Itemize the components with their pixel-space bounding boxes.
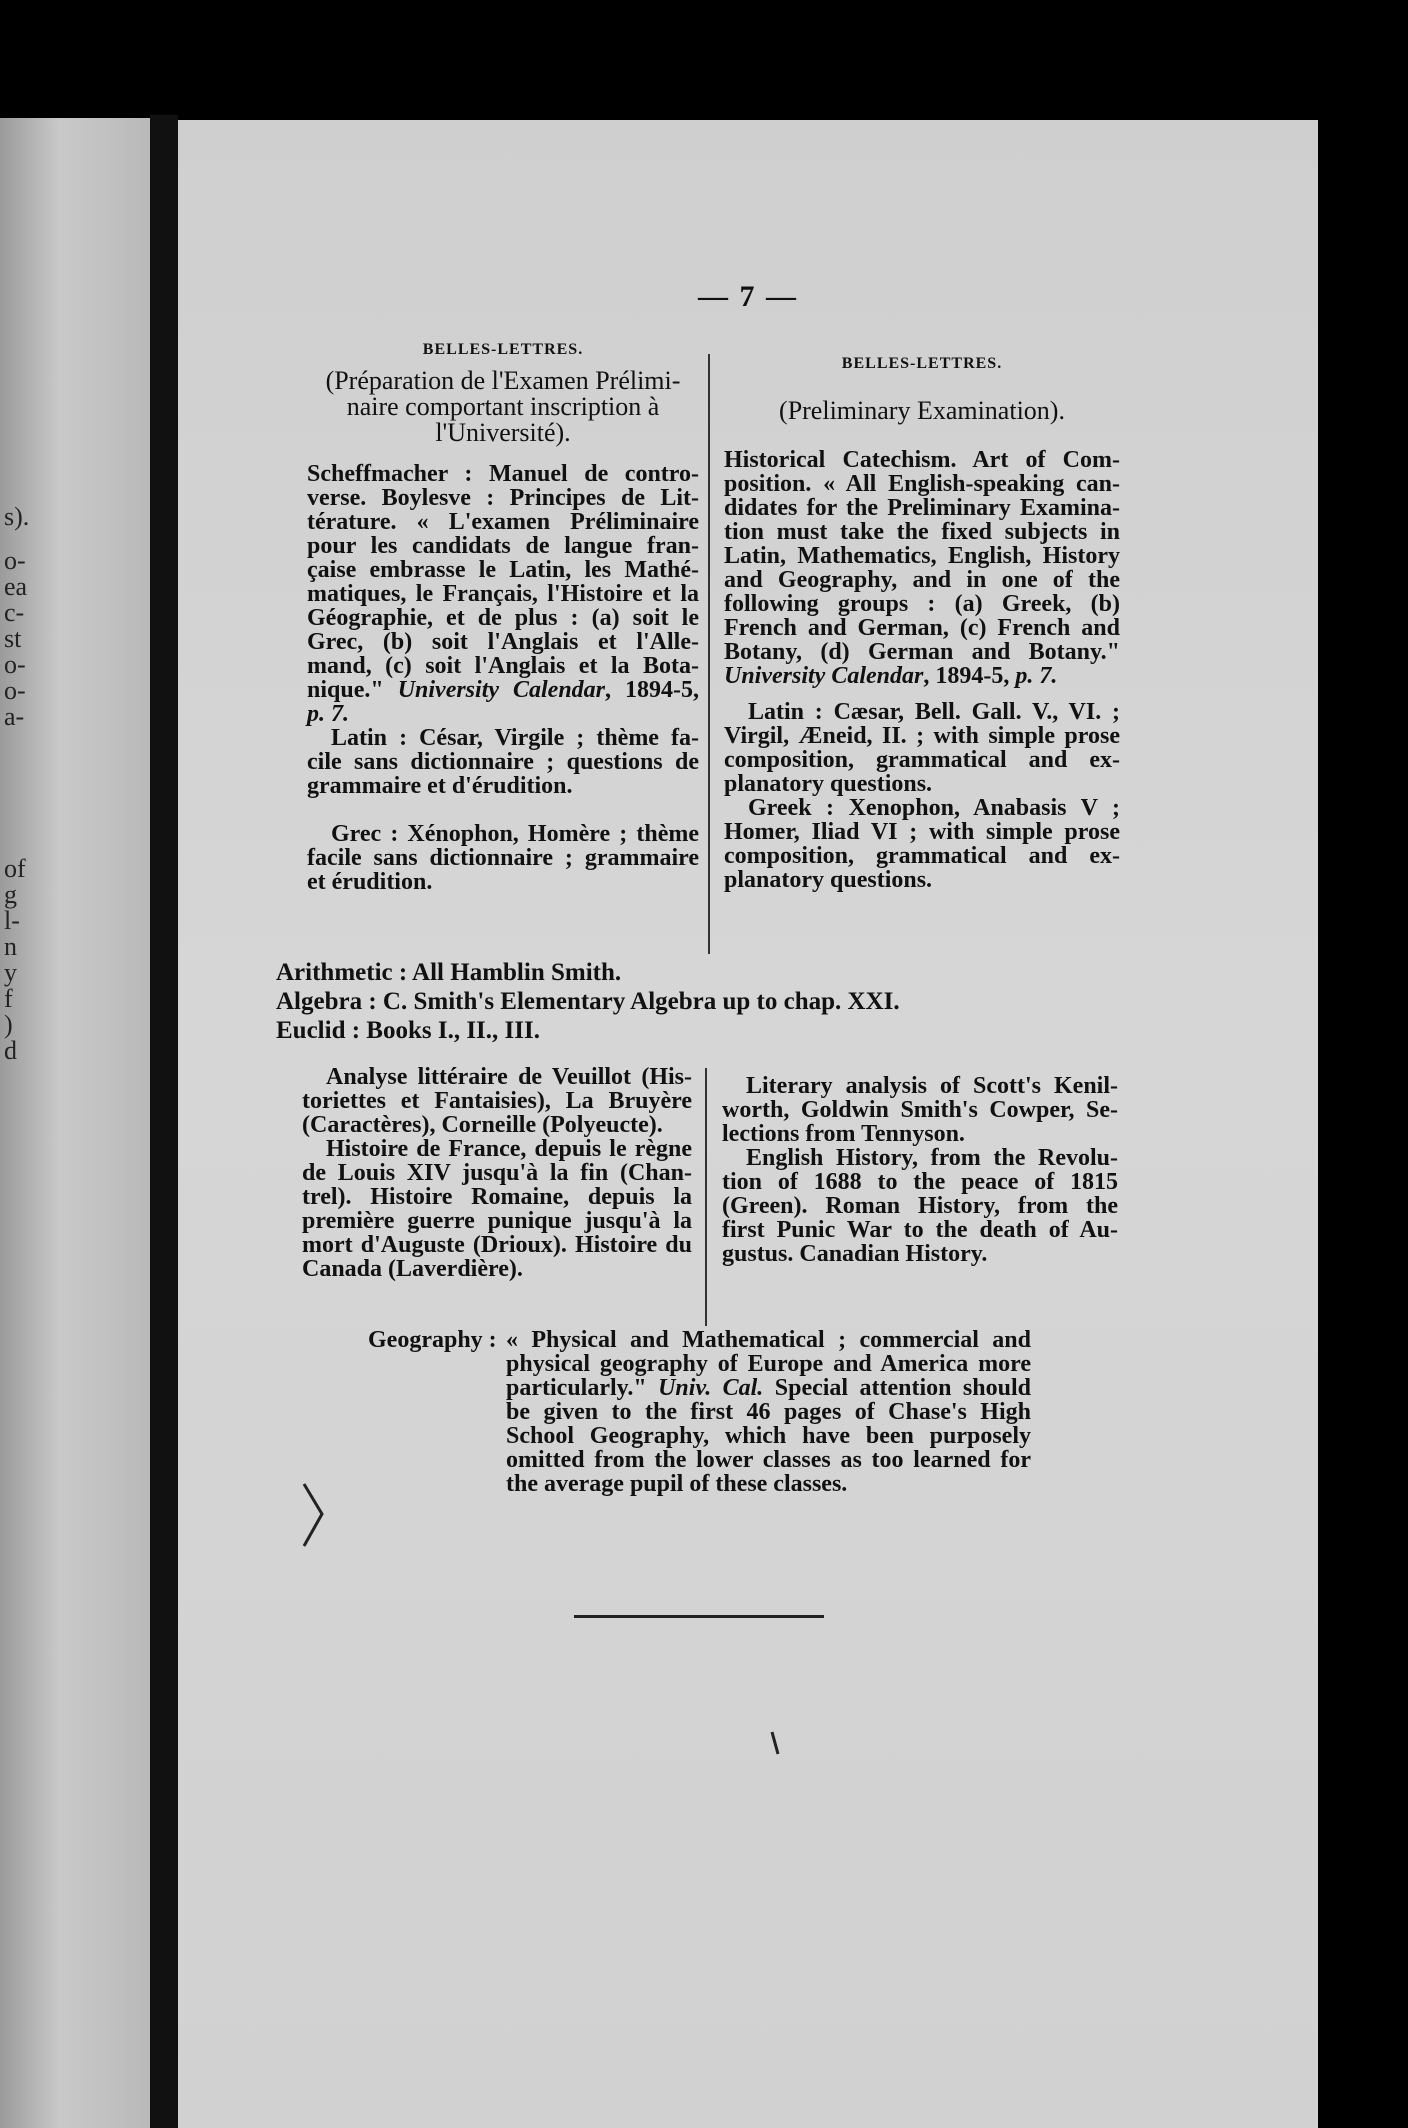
fragment: g	[4, 880, 17, 909]
left-page-edge	[0, 118, 150, 2128]
euclid-line: Euclid : Books I., II., III.	[276, 1017, 540, 1044]
paragraph: Latin : César, Virgile ; thème fa- cile sans dictionnaire ; questions de grammaire et d'érudition.	[307, 725, 699, 799]
pen-mark	[768, 1730, 788, 1760]
geography-label: Geography :	[368, 1327, 497, 1353]
paragraph: Scheffmacher : Manuel de contro- verse. Boylesve : Principes de Lit- térature. « L'examen Préliminaire pour les candidats de langue fran- çaise embrasse le Latin, les Mathé- matiques, le Français, l'Histoire et la Géographie, et de plus : (a) soit le Grec, (b) soit l'Anglais et l'Alle- mand, (c) soit l'Anglais et la Bota- nique." University Calendar, 1894-5, p. 7.	[307, 461, 699, 727]
paragraph: Greek : Xenophon, Anabasis V ; Homer, Iliad VI ; with simple prose composition, grammatical and ex- planatory questions.	[724, 795, 1120, 893]
fragment: c-	[4, 598, 25, 627]
column-subtitle: (Preliminary Examination).	[779, 396, 1065, 425]
fragment: f	[4, 984, 13, 1013]
fragment: of	[4, 854, 26, 883]
fragment: o-	[4, 650, 26, 679]
page	[178, 120, 1318, 2128]
mathematics-block	[276, 958, 996, 1045]
fragment: l-	[4, 906, 20, 935]
algebra-line: Algebra : C. Smith's Elementary Algebra up to chap. XXI.	[276, 988, 900, 1015]
book-gutter	[150, 115, 178, 2128]
page-number: — 7 —	[698, 280, 798, 313]
pen-mark	[298, 1480, 328, 1550]
arithmetic-line: Arithmetic : All Hamblin Smith.	[276, 959, 622, 986]
column-header: BELLES-LETTRES.	[422, 341, 584, 358]
column-header: BELLES-LETTRES.	[841, 355, 1003, 372]
paragraph: Latin : Cæsar, Bell. Gall. V., VI. ; Virgil, Æneid, II. ; with simple prose composition, grammatical and ex- planatory questions.	[724, 699, 1120, 797]
fragment: y	[4, 958, 17, 987]
fragment: ea	[4, 572, 28, 601]
paragraph: Histoire de France, depuis le règne de Louis XIV jusqu'à la fin (Chan- trel). Histoire Romaine, depuis la première guerre punique jusqu'à la mort d'Auguste (Drioux). Histoire du Canada (Laverdière).	[302, 1136, 692, 1282]
left-column-french	[307, 338, 699, 894]
fragment: s).	[4, 502, 30, 531]
fragment: )	[4, 1010, 13, 1039]
column-divider	[708, 354, 710, 954]
column-divider	[705, 1068, 707, 1326]
paragraph: Historical Catechism. Art of Com- position. « All English-speaking can- didates for the Preliminary Examina- tion must take the fixed subjects in Latin, Mathematics, English, History and Geography, and in one of the following groups : (a) Greek, (b) French and German, (c) French and Botany, (d) German and Botany." University Calendar, 1894-5, p. 7.	[724, 447, 1120, 689]
paragraph: Grec : Xénophon, Homère ; thème facile sans dictionnaire ; grammaire et érudition.	[307, 821, 699, 895]
paragraph: Analyse littéraire de Veuillot (His- toriettes et Fantaisies), La Bruyère (Caractères), Corneille (Polyeucte).	[302, 1064, 692, 1138]
fragment: n	[4, 932, 17, 961]
fragment: o-	[4, 546, 26, 575]
column-subtitle: (Préparation de l'Examen Prélimi- naire comportant inscription à l'Université).	[325, 366, 681, 447]
paragraph: English History, from the Revolu- tion of 1688 to the peace of 1815 (Green). Roman History, from the first Punic War to the death of Au- gustus. Canadian History.	[722, 1145, 1118, 1267]
section-rule	[574, 1615, 824, 1618]
fragment: a-	[4, 702, 25, 731]
right-column-literature-english	[722, 1074, 1118, 1266]
geography-text: « Physical and Mathematical ; commercial and physical geography of Europe and America more particularly." Univ. Cal. Special attention should be given to the first 46 pages of Chase's High School Geography, which have been purposely omitted from the lower classes as too learned for the average pupil of these classes.	[506, 1327, 1031, 1497]
fragment: o-	[4, 676, 26, 705]
left-column-literature-french	[302, 1065, 692, 1281]
paragraph: Literary analysis of Scott's Kenil- worth, Goldwin Smith's Cowper, Se- lections from Tennyson.	[722, 1073, 1118, 1147]
fragment: st	[4, 624, 22, 653]
right-column-english	[724, 352, 1120, 892]
fragment: d	[4, 1036, 17, 1065]
